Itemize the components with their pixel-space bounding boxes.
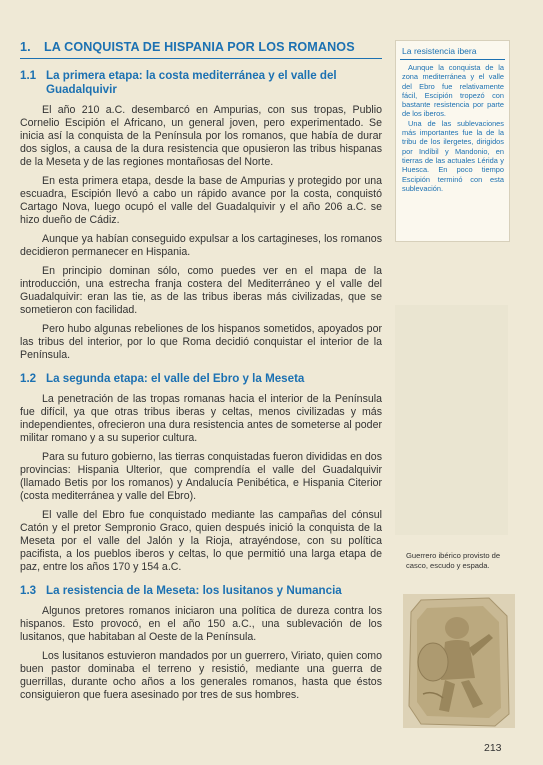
sidebar-title: La resistencia ibera — [400, 41, 505, 60]
paragraph: La penetración de las tropas romanas hacia el interior de la Península fue difícil, ya que otras tribus iberas y celtas, menos civilizadas y más independientes, ofrecieron una dura resistencia antes de someterse al poder militar romano y a su superior cultura. — [20, 393, 382, 444]
paragraph: Algunos pretores romanos iniciaron una política de dureza contra los hispanos. Esto provocó, en el año 150 a.C., una sublevación de los lusitanos, que habitaban al Oeste de la Península. — [20, 605, 382, 643]
subsection-1-title-line2: Guadalquivir — [46, 83, 117, 96]
subsection-3-number: 1.3 — [20, 584, 37, 597]
section-title: LA CONQUISTA DE HISPANIA POR LOS ROMANOS — [44, 40, 355, 54]
paragraph: Pero hubo algunas rebeliones de los hispanos sometidos, apoyados por las tribus del interior, por lo que Roma decidió conquistar el interior de la Península. — [20, 323, 382, 361]
subsection-2 — [20, 372, 382, 574]
subsection-2-number: 1.2 — [20, 372, 37, 385]
subsection-3-heading — [20, 584, 382, 598]
paragraph: El año 210 a.C. desembarcó en Ampurias, con sus tropas, Publio Cornelio Escipión el Africano, un general joven, pero experimentado. Se inicia así la conquista de la Península por los romanos, que había de durar dos siglos, a causa de la dura resistencia que opusieron las tribus hispanas de la Meseta y de las regiones montañosas del Norte. — [20, 104, 382, 168]
subsection-3 — [20, 584, 382, 702]
section-heading — [20, 40, 382, 59]
sidebar-paragraph: Aunque la conquista de la zona mediterránea y el valle del Ebro fue relativamente fácil, Escipión tropezó con bastante resistencia por parte de los iberos. — [402, 63, 504, 119]
page-number: 213 — [484, 742, 502, 754]
paragraph: Para su futuro gobierno, las tierras conquistadas fueron divididas en dos provincias: Hispania Ulterior, que comprendía el valle del Guadalquivir (llamado Betis por los romanos) y Andalucía Penibética, e Hispania Citerior (costa mediterránea y valle del Ebro). — [20, 451, 382, 502]
subsection-1 — [20, 69, 382, 362]
sidebar-box — [395, 40, 510, 242]
subsection-1-heading — [20, 69, 382, 97]
section-number: 1. — [20, 40, 31, 54]
subsection-1-title-line1: La primera etapa: la costa mediterránea y el valle del — [46, 69, 337, 82]
subsection-2-heading — [20, 372, 382, 386]
subsection-3-title: La resistencia de la Meseta: los lusitanos y Numancia — [46, 584, 342, 597]
show-through-area — [395, 305, 508, 535]
paragraph: Aunque ya habían conseguido expulsar a los cartagineses, los romanos decidieron permanecer en Hispania. — [20, 233, 382, 258]
image-caption: Guerrero ibérico provisto de casco, escudo y espada. — [406, 551, 501, 570]
main-column — [20, 40, 382, 708]
stone-relief-image — [403, 594, 515, 728]
subsection-2-title: La segunda etapa: el valle del Ebro y la Meseta — [46, 372, 305, 385]
warrior-relief-photo — [403, 594, 515, 728]
subsection-1-number: 1.1 — [20, 69, 37, 82]
paragraph: El valle del Ebro fue conquistado mediante las campañas del cónsul Catón y el pretor Sempronio Graco, quien después inició la conquista de la Meseta por el valle del Jalón y la Rioja, atrayéndose, con su política pacifista, a los pueblos iberos y celtas, lo que permitió una larga etapa de paz, entre los años 170 y 154 a.C. — [20, 509, 382, 573]
sidebar-paragraph: Una de las sublevaciones más importantes fue la de la tribu de los ilergetes, dirigidos por Indíbil y Mandonio, en tierras de las actuales Lérida y Huesca. En poco tiempo Escipión terminó con esta sublevación. — [402, 118, 504, 193]
paragraph: Los lusitanos estuvieron mandados por un guerrero, Viriato, quien como buen pastor dominaba el terreno y resistió, mediante una guerra de guerrillas, durante ocho años a los generales romanos, hasta que éstos consiguieron que fuera asesinado por tres de sus hombres. — [20, 650, 382, 701]
paragraph: En esta primera etapa, desde la base de Ampurias y protegido por una escuadra, Escipión llevó a cabo un rápido avance por la costa, conquistó Cartago Nova, luego ocupó el valle del Guadalquivir y el año 206 a.C. se hizo dueño de Cádiz. — [20, 175, 382, 226]
paragraph: En principio dominan sólo, como puedes ver en el mapa de la introducción, una estrecha franja costera del Mediterráneo y el valle del Guadalquivir: eran las tie‚ as de las tribus iberas más civilizadas, que se sometieron con facilidad. — [20, 265, 382, 316]
